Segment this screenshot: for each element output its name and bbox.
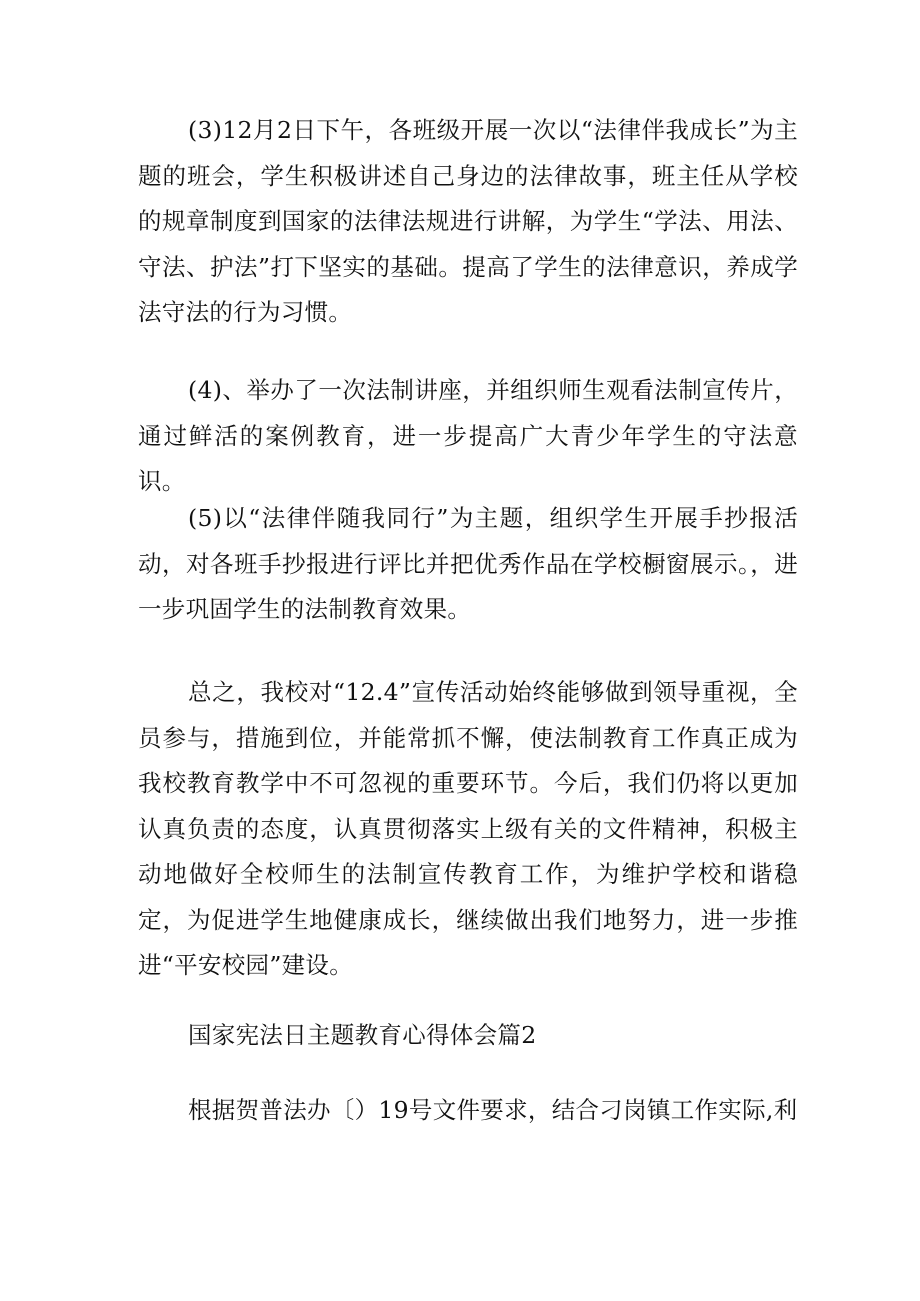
- paragraph-opening: 根据贺普法办〔）19号文件要求，结合刁岗镇工作实际,利: [188, 1096, 798, 1124]
- paragraph-handwritten-newspaper: (5)以“法律伴随我同行”为主题，组织学生开展手抄报活动，对各班手抄报进行评比并把优秀作品在学校橱窗展示。，进一步巩固学生的法制教育效果。: [138, 504, 798, 623]
- paragraph-class-meeting: (3)12月2日下午，各班级开展一次以“法律伴我成长”为主题的班会，学生积极讲述自己身边的法律故事，班主任从学校的规章制度到国家的法律法规进行讲解，为学生“学法、用法、守法、护法”打下坚实的基础。提高了学生的法律意识，养成学法守法的行为习惯。: [138, 116, 798, 326]
- section-heading: 国家宪法日主题教育心得体会篇2: [188, 1021, 537, 1049]
- paragraph-legal-lecture: (4)、举办了一次法制讲座，并组织师生观看法制宣传片，通过鲜活的案例教育，进一步提高广大青少年学生的守法意识。: [138, 376, 798, 495]
- paragraph-conclusion: 总之，我校对“12.4”宣传活动始终能够做到领导重视，全员参与，措施到位，并能常抓不懈，使法制教育工作真正成为我校教育教学中不可忽视的重要环节。今后，我们仍将以更加认真负责的态度，认真贯彻落实上级有关的文件精神，积极主动地做好全校师生的法制宣传教育工作，为维护学校和谐稳定，为促进学生地健康成长，继续做出我们地努力，进一步推进“平安校园”建设。: [138, 678, 798, 979]
